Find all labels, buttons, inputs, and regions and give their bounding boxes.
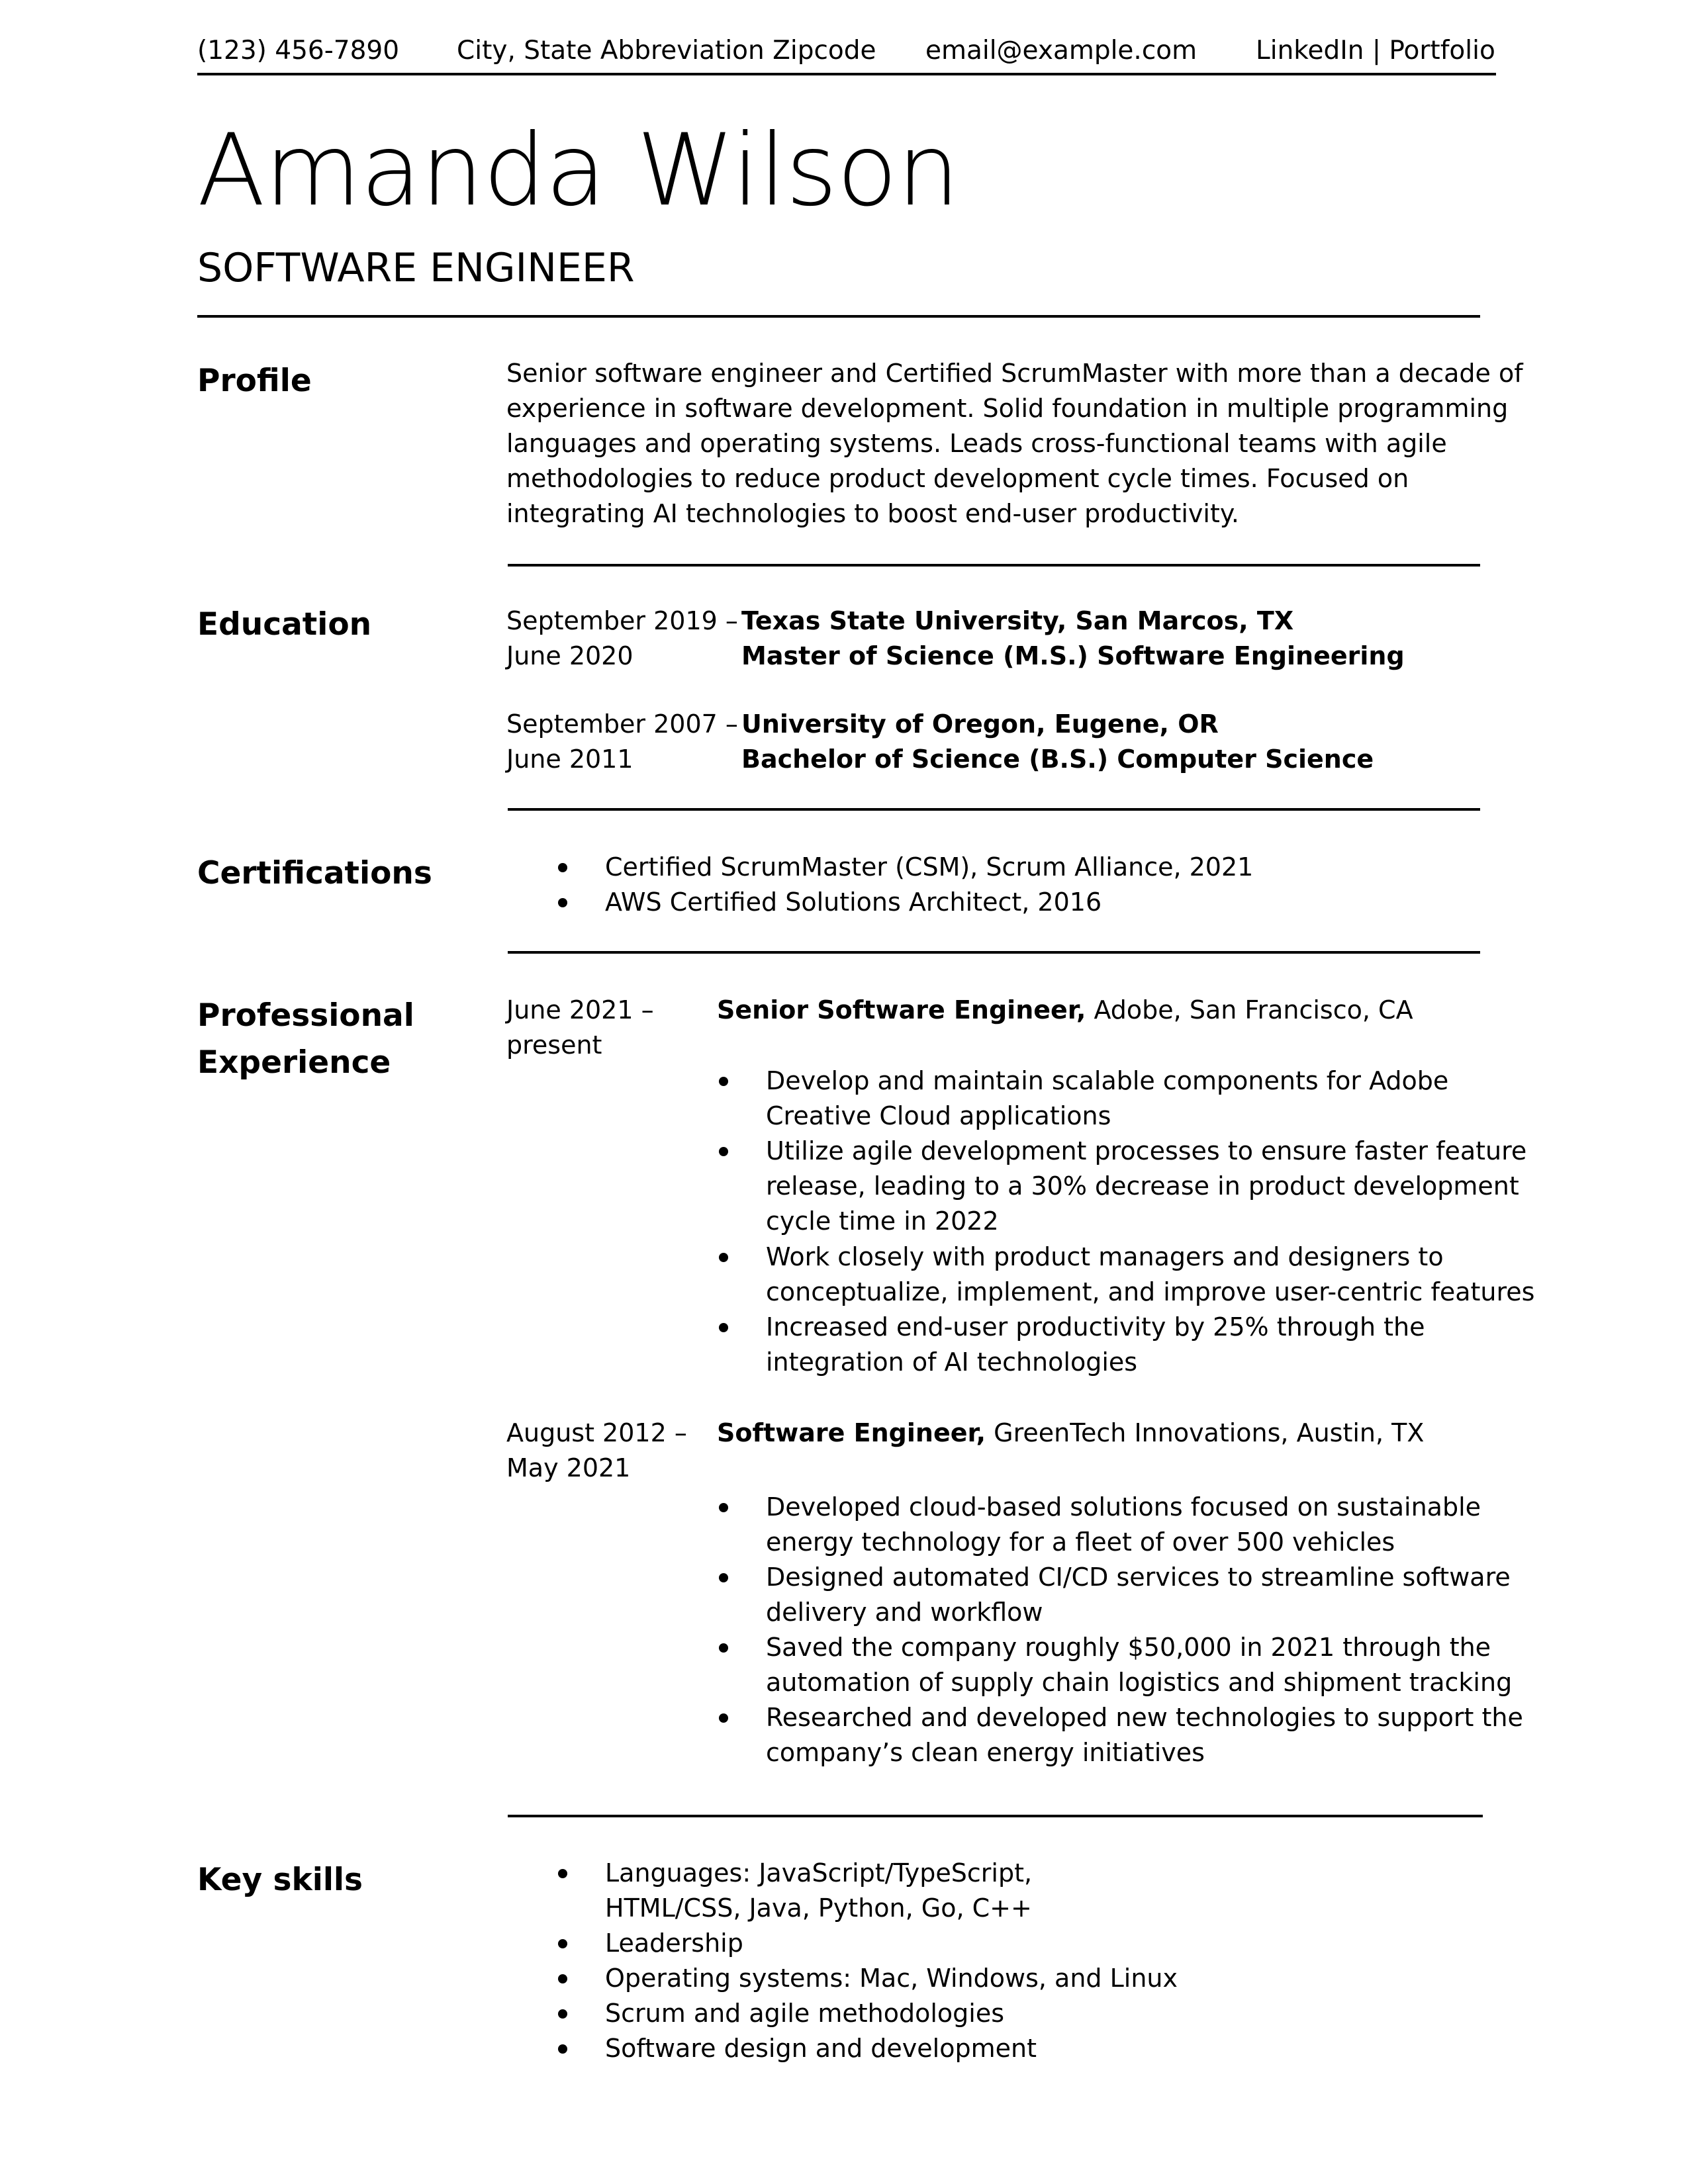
education-entry: [741, 604, 1405, 674]
date-end: June 2020: [506, 641, 633, 670]
location: City, State Abbreviation Zipcode: [457, 36, 876, 66]
bullet-icon: [719, 1147, 728, 1156]
profile-divider: [508, 564, 1480, 567]
job-company: Adobe, San Francisco, CA: [1086, 995, 1413, 1024]
email-address: email@example.com: [925, 36, 1197, 66]
bullet-line: cycle time in 2022: [766, 1206, 999, 1236]
certification-item: Certified ScrumMaster (CSM), Scrum Alliance, 2021: [605, 852, 1254, 882]
bullet-icon: [558, 1974, 567, 1983]
job-date: [506, 1416, 687, 1486]
bullet-icon: [719, 1077, 728, 1086]
skill-item: [605, 1856, 1032, 1926]
skill-item: Leadership: [605, 1929, 743, 1958]
skill-item: Software design and development: [605, 2034, 1037, 2063]
experience-divider: [508, 1815, 1483, 1817]
school-name: Texas State University, San Marcos, TX: [741, 606, 1294, 635]
education-entry: [741, 707, 1374, 777]
phone-number: (123) 456-7890: [197, 36, 400, 66]
bullet-line: company’s clean energy initiatives: [766, 1738, 1205, 1767]
skill-item: Scrum and agile methodologies: [605, 1999, 1005, 2028]
header-divider: [197, 73, 1496, 75]
skills-heading: Key skills: [197, 1862, 363, 1898]
skill-line: HTML/CSS, Java, Python, Go, C++: [605, 1893, 1032, 1923]
job-role: Senior Software Engineer,: [717, 995, 1086, 1024]
experience-heading-line: Experience: [197, 1044, 391, 1081]
bullet-line: delivery and workflow: [766, 1598, 1043, 1627]
job-bullet: [766, 1240, 1534, 1310]
degree-name: Bachelor of Science (B.S.) Computer Science: [741, 745, 1374, 774]
bullet-icon: [719, 1643, 728, 1653]
job-company: GreenTech Innovations, Austin, TX: [986, 1418, 1425, 1447]
bullet-line: energy technology for a fleet of over 500 vehicles: [766, 1527, 1395, 1557]
bullet-line: integration of AI technologies: [766, 1347, 1138, 1377]
bullet-icon: [558, 863, 567, 872]
date-start: June 2021 –: [506, 995, 654, 1024]
bullet-icon: [558, 1939, 567, 1948]
profile-line: methodologies to reduce product development cycle times. Focused on: [506, 464, 1409, 493]
bullet-icon: [719, 1323, 728, 1332]
education-heading: Education: [197, 606, 372, 643]
bullet-icon: [558, 898, 567, 907]
bullet-icon: [719, 1253, 728, 1262]
job-heading: [717, 993, 1413, 1028]
bullet-icon: [558, 2009, 567, 2019]
date-start: August 2012 –: [506, 1418, 687, 1447]
bullet-line: release, leading to a 30% decrease in product development: [766, 1171, 1519, 1201]
education-date: [506, 604, 738, 674]
profile-links: LinkedIn | Portfolio: [1256, 36, 1495, 66]
job-bullet: [766, 1630, 1512, 1700]
job-role: Software Engineer,: [717, 1418, 986, 1447]
bullet-line: Saved the company roughly $50,000 in 2021 through the: [766, 1633, 1491, 1662]
bullet-icon: [719, 1713, 728, 1723]
bullet-line: automation of supply chain logistics and shipment tracking: [766, 1668, 1513, 1697]
date-end: present: [506, 1030, 602, 1060]
bullet-icon: [719, 1573, 728, 1582]
date-end: May 2021: [506, 1453, 631, 1482]
profile-line: integrating AI technologies to boost end-user productivity.: [506, 499, 1239, 528]
job-bullet: [766, 1064, 1448, 1134]
job-bullet: [766, 1134, 1526, 1239]
date-start: September 2019 –: [506, 606, 738, 635]
job-bullet: [766, 1700, 1523, 1770]
skill-item: Operating systems: Mac, Windows, and Linux: [605, 1964, 1178, 1993]
bullet-line: Researched and developed new technologies to support the: [766, 1703, 1523, 1732]
bullet-line: conceptualize, implement, and improve user-centric features: [766, 1277, 1535, 1306]
job-bullet: [766, 1560, 1511, 1630]
bullet-line: Increased end-user productivity by 25% through the: [766, 1312, 1425, 1342]
profile-summary: [506, 356, 1523, 531]
profile-line: experience in software development. Solid foundation in multiple programming: [506, 394, 1509, 423]
job-date: [506, 993, 654, 1063]
degree-name: Master of Science (M.S.) Software Engineering: [741, 641, 1405, 670]
bullet-icon: [719, 1503, 728, 1512]
bullet-icon: [558, 1869, 567, 1878]
job-bullet: [766, 1490, 1481, 1560]
job-heading: [717, 1416, 1424, 1451]
experience-heading-line: Professional: [197, 997, 414, 1034]
bullet-line: Develop and maintain scalable components for Adobe: [766, 1066, 1449, 1095]
education-divider: [508, 808, 1480, 811]
certifications-divider: [508, 951, 1480, 954]
date-end: June 2011: [506, 745, 633, 774]
experience-heading: [197, 992, 414, 1086]
job-title: SOFTWARE ENGINEER: [197, 245, 635, 291]
education-date: [506, 707, 738, 777]
profile-line: languages and operating systems. Leads cross-functional teams with agile: [506, 429, 1447, 458]
certification-item: AWS Certified Solutions Architect, 2016: [605, 887, 1102, 917]
title-divider: [197, 315, 1480, 318]
bullet-icon: [558, 2044, 567, 2054]
profile-heading: Profile: [197, 363, 312, 399]
bullet-line: Creative Cloud applications: [766, 1101, 1111, 1130]
skill-line: Languages: JavaScript/TypeScript,: [605, 1858, 1033, 1888]
profile-line: Senior software engineer and Certified ScrumMaster with more than a decade of: [506, 359, 1523, 388]
date-start: September 2007 –: [506, 709, 738, 739]
job-bullet: [766, 1310, 1425, 1380]
bullet-line: Utilize agile development processes to ensure faster feature: [766, 1136, 1527, 1165]
certifications-heading: Certifications: [197, 855, 432, 891]
bullet-line: Designed automated CI/CD services to streamline software: [766, 1563, 1511, 1592]
school-name: University of Oregon, Eugene, OR: [741, 709, 1219, 739]
bullet-line: Work closely with product managers and designers to: [766, 1242, 1444, 1271]
bullet-line: Developed cloud-based solutions focused on sustainable: [766, 1492, 1481, 1522]
candidate-name: Amanda Wilson: [197, 113, 959, 228]
